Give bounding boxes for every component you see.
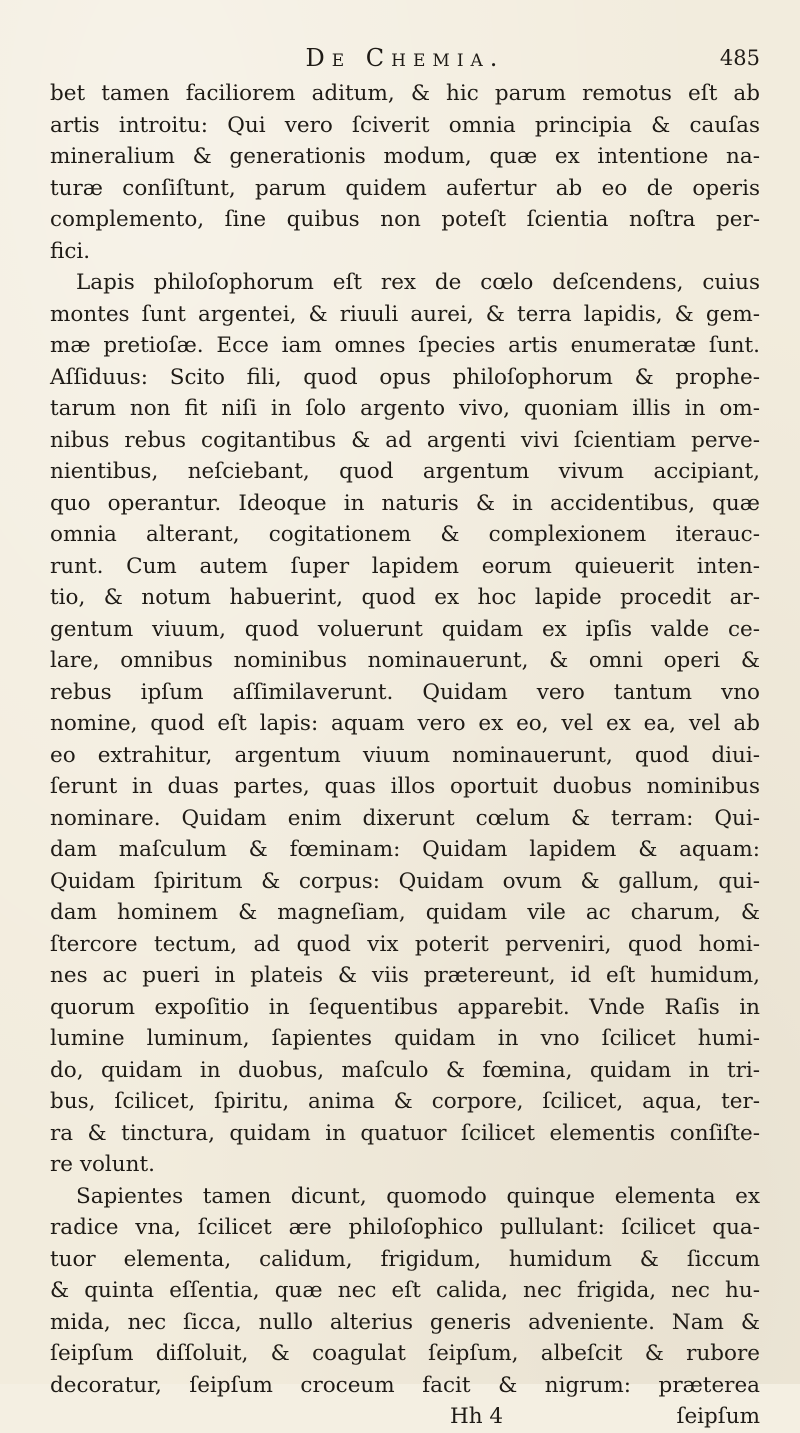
text-line: radice vna, ſcilicet ære philoſophico pullulant: ſcilicet qua- [50, 1215, 760, 1240]
text-line: artis introitu: Qui vero ſciverit omnia principia & cauſas [50, 112, 760, 138]
text-line: turæ conſiſtunt, parum quidem aufertur ab eo de operis [50, 175, 760, 201]
text-line: nientibus, neſciebant, quod argentum vivum accipiant, [50, 459, 760, 484]
text-line: & quinta eſſentia, quæ nec eſt calida, nec frigida, nec hu- [50, 1278, 760, 1303]
text-line: quorum expoſitio in ſequentibus apparebit. Vnde Raſis in [50, 994, 760, 1020]
signature-mark: Hh 4 [450, 1404, 504, 1429]
text-line: nibus rebus cogitantibus & ad argenti vivi ſcientiam perve- [50, 427, 760, 453]
text-line: nominare. Quidam enim dixerunt cœlum & terram: Qui- [50, 805, 760, 831]
text-line: do, quidam in duobus, maſculo & fœmina, quidam in tri- [50, 1057, 760, 1083]
text-line: Aſſiduus: Scito fili, quod opus philoſophorum & prophe- [50, 364, 760, 390]
text-line: nes ac pueri in plateis & viis prætereunt, id eſt humidum, [50, 963, 760, 988]
catchword: ſeipſum [676, 1404, 760, 1429]
text-line: runt. Cum autem ſuper lapidem eorum quieuerit inten- [50, 553, 760, 579]
text-line: dam hominem & magneſiam, quidam vile ac charum, & [50, 900, 760, 925]
text-line: ra & tinctura, quidam in quatuor ſcilicet elementis conſiſte- [50, 1120, 760, 1146]
text-line: ſerunt in duas partes, quas illos oportuit duobus nominibus [50, 774, 760, 799]
page-number: 485 [719, 46, 760, 70]
text-line: fici. [50, 238, 91, 264]
text-line: lumine luminum, ſapientes quidam in vno ſcilicet humi- [50, 1026, 760, 1051]
text-line: lare, omnibus nominibus nominauerunt, & omni operi & [50, 648, 760, 673]
footer-line [50, 1401, 760, 1433]
text-line: omnia alterant, cogitationem & complexionem iterauc- [50, 522, 760, 547]
text-line: complemento, ſine quibus non poteſt ſcientia noſtra per- [50, 207, 760, 232]
text-line: bet tamen faciliorem aditum, & hic parum remotus eſt ab [50, 81, 760, 106]
running-title: De Chemia. [305, 44, 505, 72]
text-line: nomine, quod eſt lapis: aquam vero ex eo, vel ex ea, vel ab [50, 711, 760, 736]
text-line: montes ſunt argentei, & riuuli aurei, & terra lapidis, & gem- [50, 301, 760, 327]
text-line: mida, nec ſicca, nullo alterius generis adveniente. Nam & [50, 1309, 760, 1335]
text-line: Sapientes tamen dicunt, quomodo quinque elementa ex [76, 1183, 760, 1209]
text-line: ſtercore tectum, ad quod vix poterit perveniri, quod homi- [50, 931, 760, 957]
text-line: bus, ſcilicet, ſpiritu, anima & corpore, ſcilicet, aqua, ter- [50, 1089, 760, 1114]
text-line: Quidam ſpiritum & corpus: Quidam ovum & gallum, qui- [50, 868, 760, 894]
text-line: tuor elementa, calidum, frigidum, humidum & ſiccum [50, 1246, 760, 1272]
text-line: dam maſculum & fœminam: Quidam lapidem & aquam: [50, 837, 760, 862]
text-line: Lapis philoſophorum eſt rex de cœlo deſcendens, cuius [76, 270, 760, 295]
text-line: re volunt. [50, 1152, 155, 1177]
text-line: quo operantur. Ideoque in naturis & in accidentibus, quæ [50, 490, 760, 516]
text-line: eo extrahitur, argentum viuum nominauerunt, quod diui- [50, 742, 760, 768]
body-text [50, 78, 760, 1401]
text-line: gentum viuum, quod voluerunt quidam ex ipſis valde ce- [50, 616, 760, 642]
text-line: mæ pretioſæ. Ecce iam omnes ſpecies artis enumeratæ ſunt. [50, 333, 760, 358]
text-line: mineralium & generationis modum, quæ ex intentione na- [50, 144, 760, 169]
text-line: tio, & notum habuerint, quod ex hoc lapide procedit ar- [50, 585, 760, 610]
running-head [50, 36, 760, 76]
text-line: rebus ipſum aſſimilaverunt. Quidam vero tantum vno [50, 679, 760, 705]
text-line: ſeipſum diſſoluit, & coagulat ſeipſum, albeſcit & rubore [50, 1341, 760, 1366]
text-line: tarum non fit niſi in ſolo argento vivo, quoniam illis in om- [50, 396, 760, 421]
text-line: decoratur, ſeipſum croceum facit & nigrum: præterea [50, 1372, 760, 1398]
